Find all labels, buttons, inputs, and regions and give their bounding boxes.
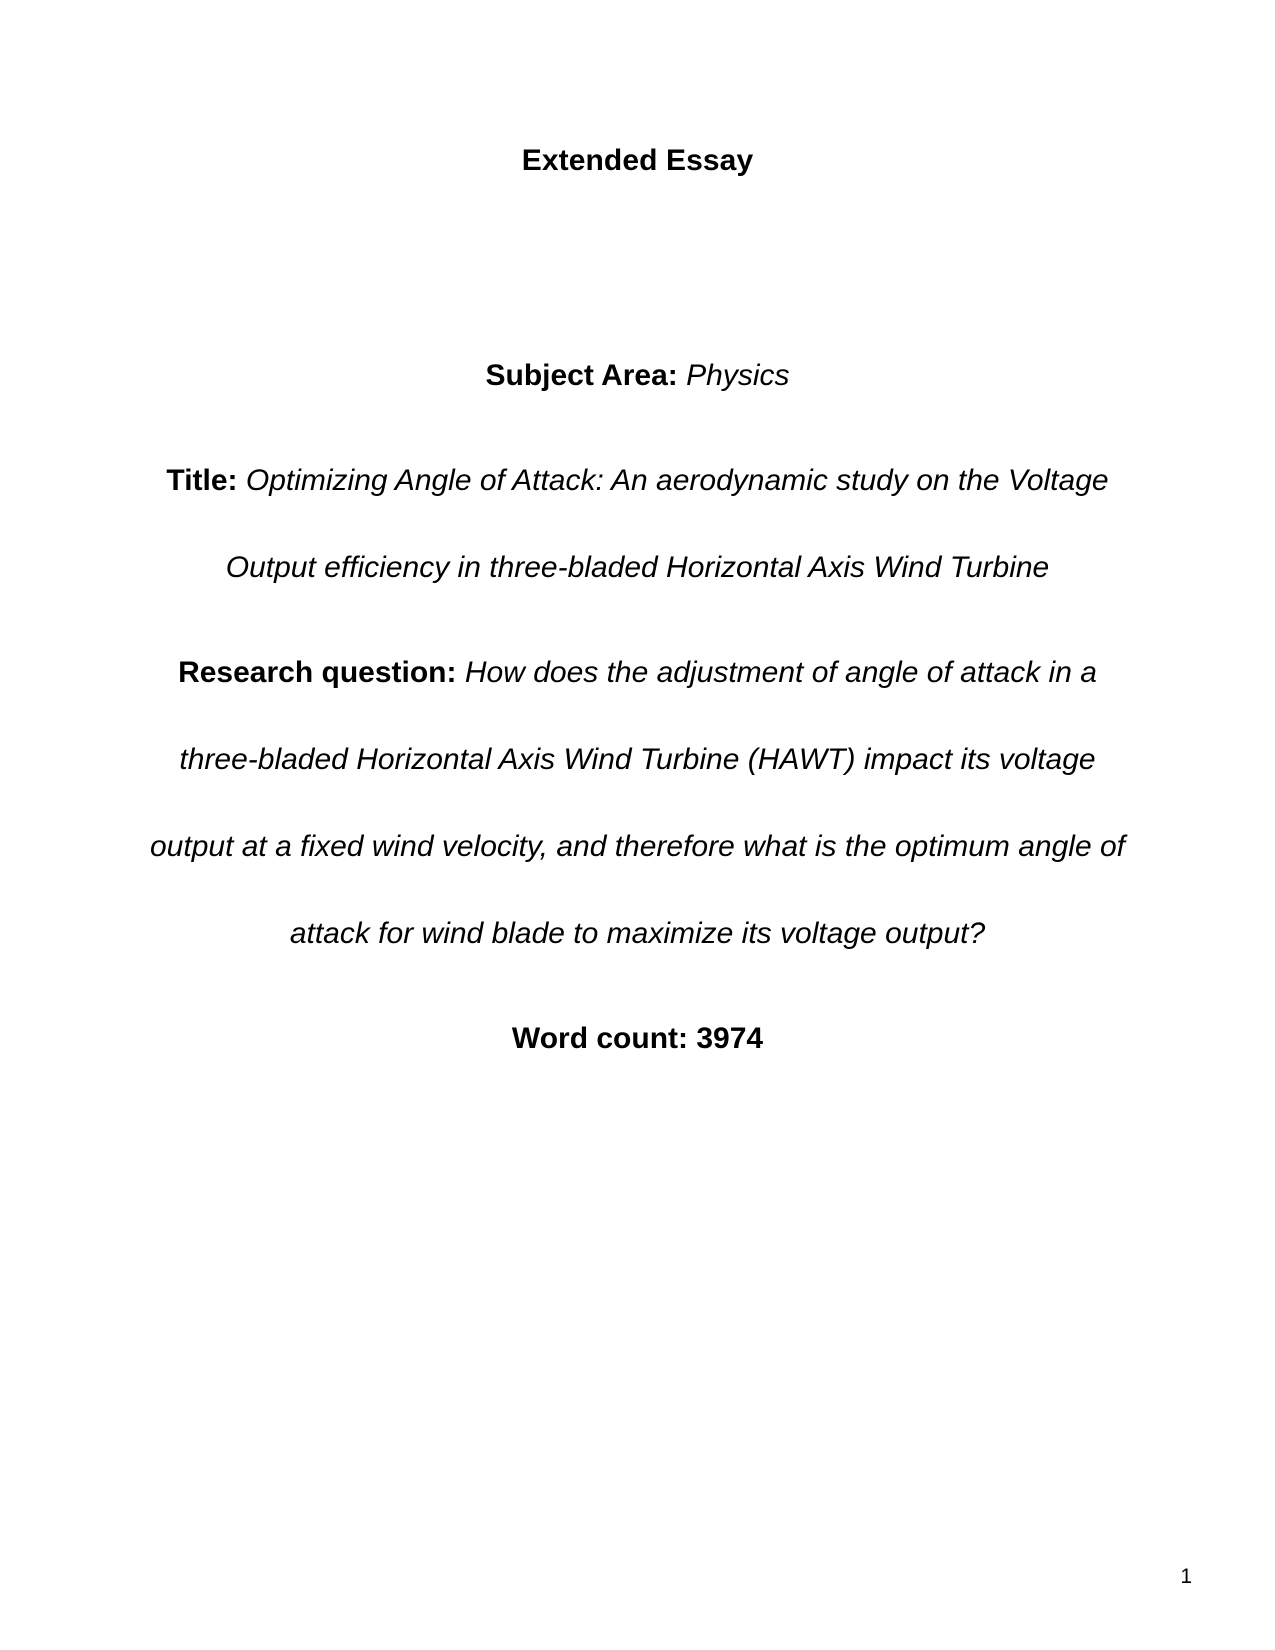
research-question-value: How does the adjustment of angle of attack in a three-bladed Horizontal Axis Wind Turbine (HAWT) impact its voltage output at a fixed wind velocity, and therefore what is the optimum angle of attack for wind blade to maximize its voltage output? [150,656,1125,950]
subject-area-line [140,332,1135,419]
page-number: 1 [1180,1565,1192,1588]
page-title: Extended Essay [521,144,754,177]
essay-title-label: Title: [166,464,238,497]
research-question-line [140,629,1135,977]
word-count-line: Word count: 3974 [511,1022,764,1055]
subject-area-label: Subject Area: [485,359,678,392]
essay-title-value: Optimizing Angle of Attack: An aerodynamic study on the Voltage Output efficiency in three-bladed Horizontal Axis Wind Turbine [225,464,1109,584]
page-content [140,0,1135,1112]
research-question-label: Research question: [178,656,457,689]
essay-title-line [140,437,1135,611]
subject-area-value: Physics [686,359,790,392]
